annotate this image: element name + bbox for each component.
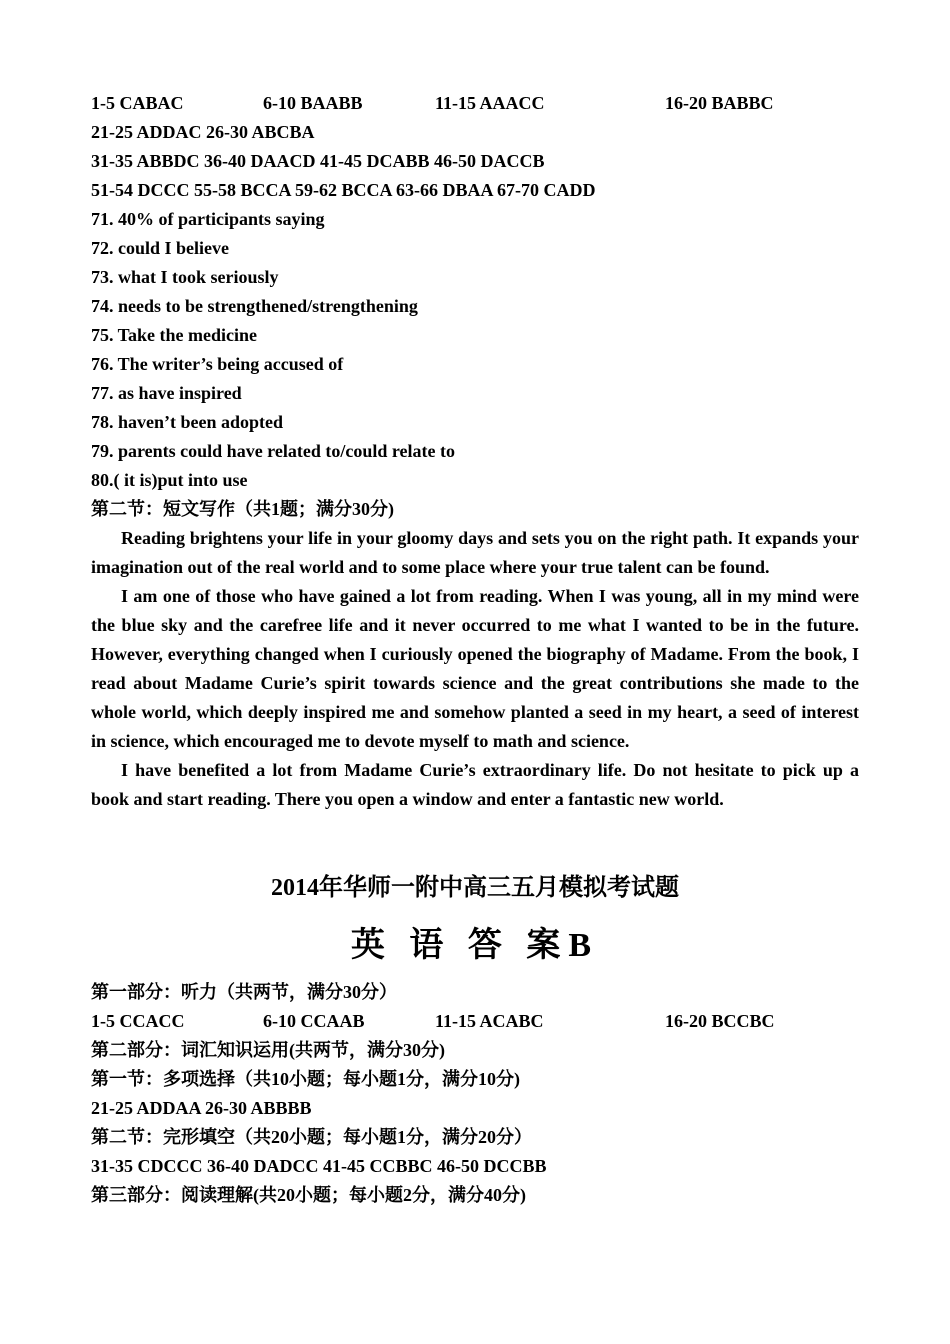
b-answer-6-10: 6-10 CCAAB [263, 1011, 365, 1031]
part2-section2-heading: 第二节：完形填空（共20小题；每小题1分，满分20分） [91, 1127, 532, 1147]
answer-72: 72. could I believe [91, 238, 229, 258]
answer-80: 80.( it is)put into use [91, 470, 248, 490]
part3-heading: 第三部分：阅读理解(共20小题；每小题2分，满分40分) [91, 1185, 526, 1205]
answers-21-30: 21-25 ADDAC 26-30 ABCBA [91, 122, 315, 142]
answer-11-15: 11-15 AAACC [435, 93, 545, 113]
answers-row-1-20 [91, 89, 859, 118]
b-answers-21-30: 21-25 ADDAA 26-30 ABBBB [91, 1098, 312, 1118]
answer-document [91, 89, 859, 1210]
answer-16-20: 16-20 BABBC [665, 93, 774, 113]
essay-paragraph-1: Reading brightens your life in your gloomy days and sets you on the right path. It expands your imagination out of the real world and to some place where your true talent can be found. [91, 528, 859, 577]
answer-6-10: 6-10 BAABB [263, 93, 363, 113]
answer-75: 75. Take the medicine [91, 325, 258, 345]
essay-paragraph-2: I am one of those who have gained a lot from reading. When I was young, all in my mind were the blue sky and the carefree life and it never occurred to me what I wanted to be in the future. However, everything changed when I curiously opened the biography of Madame. From the book, I read about Madame Curie’s spirit towards science and the great contributions she made to the whole world, which deeply inspired me and somehow planted a seed in my heart, a seed of interest in science, which encouraged me to devote myself to math and science. [91, 586, 859, 751]
b-answers-row-1-20 [91, 1007, 859, 1036]
b-answer-1-5: 1-5 CCACC [91, 1011, 185, 1031]
spacer [91, 814, 859, 854]
part2-section1-heading: 第一节：多项选择（共10小题；每小题1分，满分10分) [91, 1069, 520, 1089]
answer-77: 77. as have inspired [91, 383, 242, 403]
answer-key-title: 英 语 答 案B [350, 927, 600, 964]
answer-79: 79. parents could have related to/could relate to [91, 441, 455, 461]
answer-1-5: 1-5 CABAC [91, 93, 184, 113]
answer-74: 74. needs to be strengthened/strengthening [91, 296, 418, 316]
answers-51-70: 51-54 DCCC 55-58 BCCA 59-62 BCCA 63-66 DBAA 67-70 CADD [91, 180, 596, 200]
answers-31-50: 31-35 ABBDC 36-40 DAACD 41-45 DCABB 46-50 DACCB [91, 151, 545, 171]
answer-73: 73. what I took seriously [91, 267, 279, 287]
section-heading-writing: 第二节：短文写作（共1题；满分30分) [91, 499, 394, 519]
part1-heading: 第一部分：听力（共两节，满分30分） [91, 982, 397, 1002]
b-answer-16-20: 16-20 BCCBC [665, 1011, 775, 1031]
part2-heading: 第二部分：词汇知识运用(共两节，满分30分) [91, 1040, 445, 1060]
essay-paragraph-3: I have benefited a lot from Madame Curie’s extraordinary life. Do not hesitate to pick up a book and start reading. There you open a window and enter a fantastic new world. [91, 760, 859, 809]
answer-71: 71. 40% of participants saying [91, 209, 325, 229]
exam-title: 2014年华师一附中高三五月模拟考试题 [271, 875, 679, 901]
b-answer-11-15: 11-15 ACABC [435, 1011, 544, 1031]
answer-76: 76. The writer’s being accused of [91, 354, 344, 374]
answer-78: 78. haven’t been adopted [91, 412, 284, 432]
b-answers-31-50: 31-35 CDCCC 36-40 DADCC 41-45 CCBBC 46-50 DCCBB [91, 1156, 547, 1176]
